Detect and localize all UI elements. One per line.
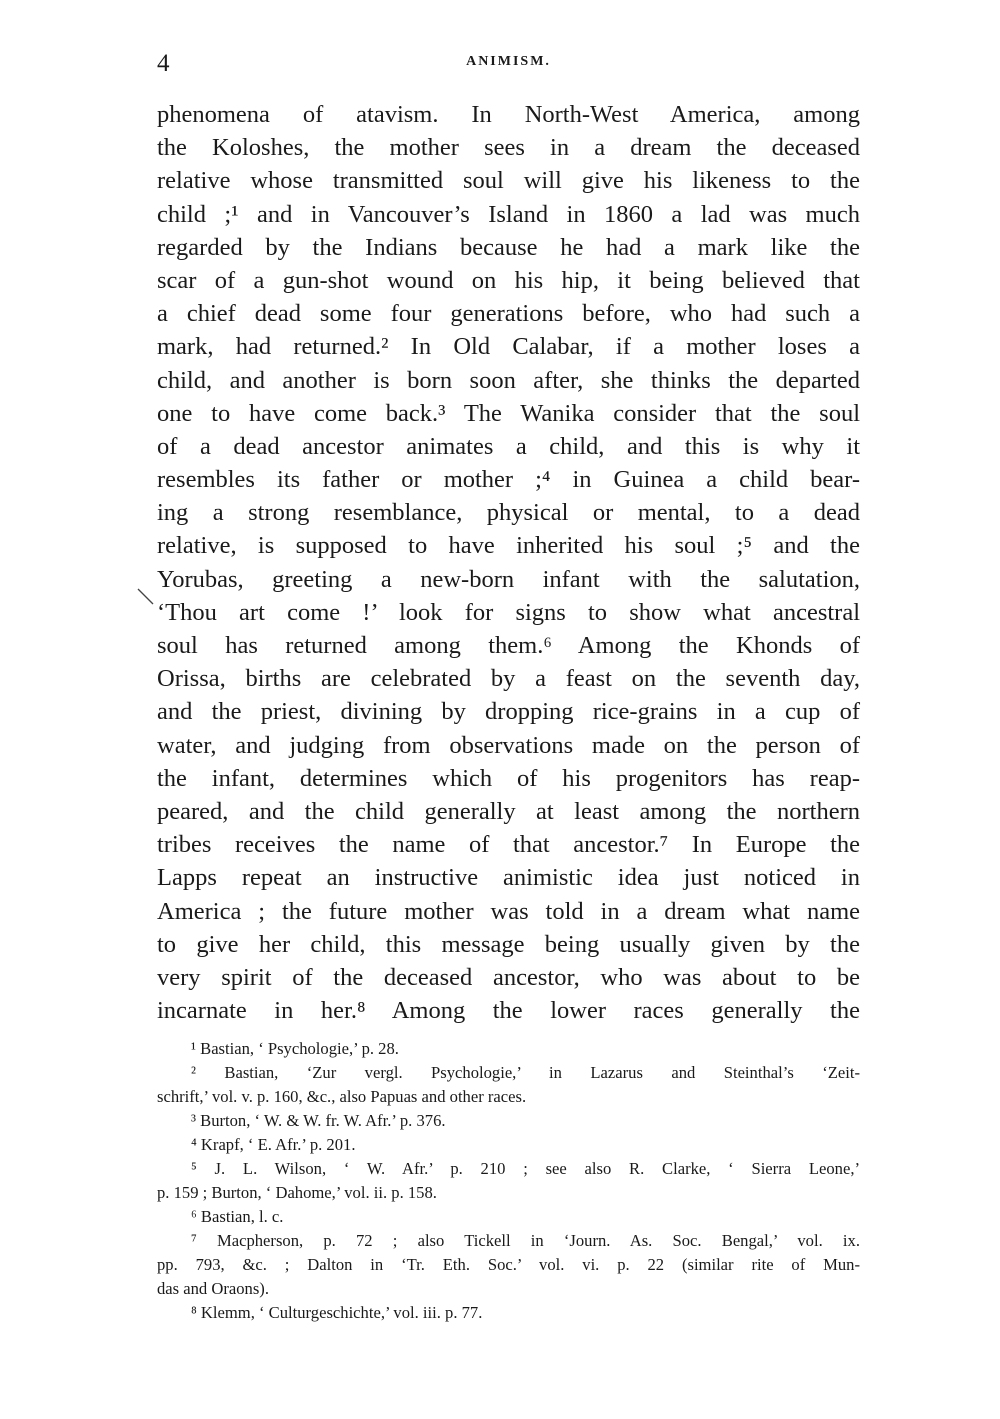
footnote-8 (157, 1301, 860, 1325)
body-line: ing a strong resemblance, physical or mental, to a dead (157, 499, 860, 527)
body-line: relative, is supposed to have inherited his soul ;⁵ and the (157, 532, 860, 560)
footnote-line: ³ Burton, ‘ W. & W. fr. W. Afr.’ p. 376. (191, 1111, 446, 1130)
body-line: tribes receives the name of that ancestor.⁷ In Europe the (157, 831, 860, 859)
body-text (157, 98, 860, 1027)
pencil-mark (137, 588, 155, 606)
body-line: phenomena of atavism. In North-West America, among (157, 101, 860, 128)
body-line: relative whose transmitted soul will give his likeness to the (157, 167, 860, 195)
body-line: of a dead ancestor animates a child, and this is why it (157, 432, 860, 460)
body-line: and the priest, divining by dropping rice-grains in a cup of (157, 698, 860, 726)
body-line: to give her child, this message being usually given by the (157, 930, 860, 958)
body-line: water, and judging from observations made on the person of (157, 731, 860, 759)
page-header (157, 50, 860, 80)
footnote-line: p. 159 ; Burton, ‘ Dahome,’ vol. ii. p. 158. (157, 1183, 437, 1202)
running-head: ANIMISM. (466, 54, 551, 69)
body-line: the Koloshes, the mother sees in a dream the deceased (157, 134, 860, 162)
footnote-line: das and Oraons). (157, 1279, 269, 1298)
page-number: 4 (157, 50, 170, 77)
body-line: peared, and the child generally at least among the northern (157, 797, 860, 825)
footnote-6 (157, 1205, 860, 1229)
body-line: Orissa, births are celebrated by a feast on the seventh day, (157, 665, 860, 693)
body-line: child, and another is born soon after, she thinks the departed (157, 366, 860, 394)
footnote-line: ⁸ Klemm, ‘ Culturgeschichte,’ vol. iii. p. 77. (191, 1303, 483, 1322)
body-line: scar of a gun-shot wound on his hip, it being believed that (157, 266, 860, 294)
body-line: ‘Thou art come !’ look for signs to show what ancestral (157, 598, 860, 626)
footnote-line: ⁴ Krapf, ‘ E. Afr.’ p. 201. (191, 1135, 356, 1154)
footnote-line: ⁶ Bastian, l. c. (191, 1207, 284, 1226)
footnote-7 (157, 1229, 860, 1301)
body-line: Yorubas, greeting a new-born infant with the salutation, (157, 565, 860, 593)
footnote-line: schrift,’ vol. v. p. 160, &c., also Papuas and other races. (157, 1087, 527, 1106)
footnote-4 (157, 1133, 860, 1157)
footnote-2 (157, 1061, 860, 1109)
footnote-line: ¹ Bastian, ‘ Psychologie,’ p. 28. (191, 1039, 399, 1058)
body-line: resembles its father or mother ;⁴ in Guinea a child bear- (157, 466, 860, 494)
footnote-line: ² Bastian, ‘Zur vergl. Psychologie,’ in Lazarus and Steinthal’s ‘Zeit- (191, 1063, 860, 1082)
footnotes (157, 1037, 860, 1325)
footnote-1 (157, 1037, 860, 1061)
body-line: mark, had returned.² In Old Calabar, if a mother loses a (157, 333, 860, 361)
footnote-line: pp. 793, &c. ; Dalton in ‘Tr. Eth. Soc.’ vol. vi. p. 22 (similar rite of Mun- (157, 1255, 860, 1274)
body-line: a chief dead some four generations before, who had such a (157, 300, 860, 328)
body-line: the infant, determines which of his progenitors has reap- (157, 764, 860, 792)
body-line: child ;¹ and in Vancouver’s Island in 1860 a lad was much (157, 200, 860, 228)
body-line: one to have come back.³ The Wanika consider that the soul (157, 399, 860, 427)
body-line: soul has returned among them.⁶ Among the Khonds of (157, 632, 860, 659)
body-line: incarnate in her.⁸ Among the lower races generally the (157, 997, 860, 1025)
footnote-line: ⁵ J. L. Wilson, ‘ W. Afr.’ p. 210 ; see also R. Clarke, ‘ Sierra Leone,’ (191, 1159, 860, 1178)
footnote-5 (157, 1157, 860, 1205)
body-line: regarded by the Indians because he had a mark like the (157, 233, 860, 261)
footnote-line: ⁷ Macpherson, p. 72 ; also Tickell in ‘Journ. As. Soc. Bengal,’ vol. ix. (191, 1231, 860, 1250)
body-line: America ; the future mother was told in a dream what name (157, 897, 860, 925)
footnote-3 (157, 1109, 860, 1133)
body-line: Lapps repeat an instructive animistic idea just noticed in (157, 864, 860, 892)
body-line: very spirit of the deceased ancestor, who was about to be (157, 963, 860, 991)
